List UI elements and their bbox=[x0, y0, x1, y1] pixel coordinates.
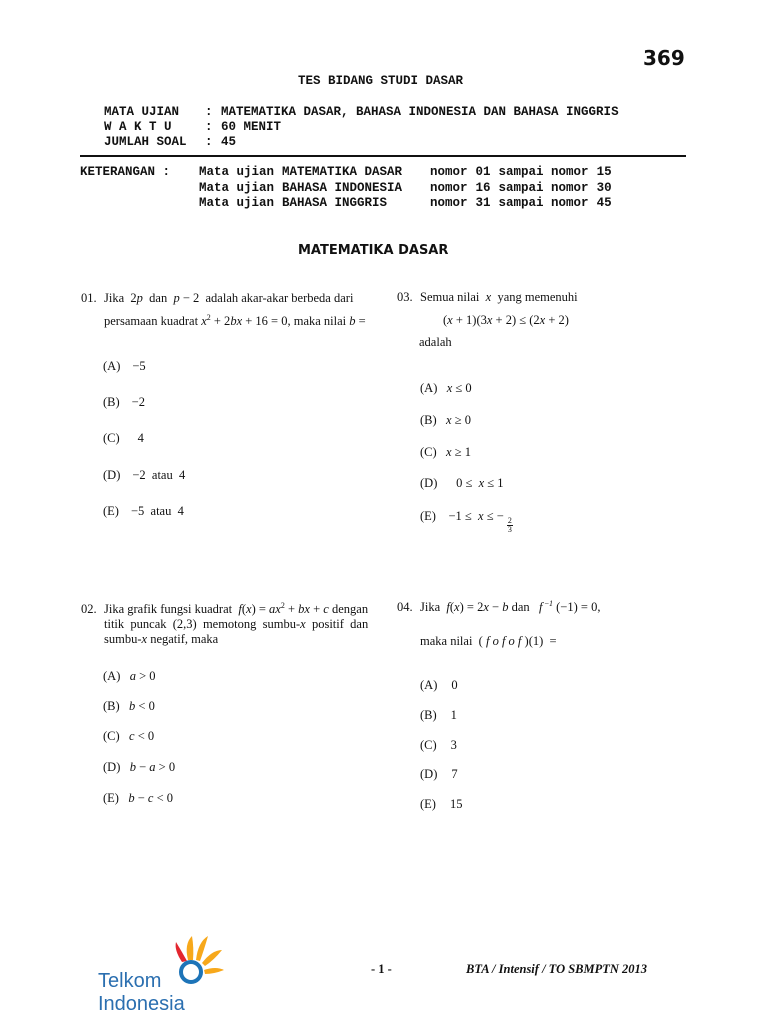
page-number: 369 bbox=[643, 46, 685, 70]
option-e[interactable]: (E) 15 bbox=[420, 797, 463, 811]
ket-nomor: nomor bbox=[430, 165, 468, 179]
ket-nomor: nomor bbox=[430, 180, 468, 195]
question-01-text-2: persamaan kuadrat $x^2 + 2bx + 16 = 0$, maka nilai b = bbox=[104, 313, 366, 328]
meta-label: JUMLAH SOAL bbox=[104, 135, 187, 149]
keterangan-row bbox=[199, 165, 620, 181]
option-a[interactable]: (A) −5 bbox=[103, 359, 146, 373]
ket-subject-label: Mata ujian bbox=[199, 196, 275, 210]
meta-colon: : bbox=[205, 135, 213, 149]
question-04-text: Jika f(x) = 2x − b dan f $^{-1}$ (−1) = 0, bbox=[420, 599, 601, 614]
question-03-inequality: (x + 1)(3x + 2) ≤ (2x + 2) bbox=[443, 313, 569, 327]
option-e[interactable]: (E) −5 atau 4 bbox=[103, 504, 184, 518]
ket-from: 31 bbox=[475, 196, 491, 210]
ket-sampai: sampai nomor bbox=[498, 165, 589, 179]
meta-value: 45 bbox=[221, 135, 237, 149]
option-d[interactable]: (D) 7 bbox=[420, 767, 458, 781]
logo-text-telkom: Telkom bbox=[98, 970, 162, 992]
meta-label: MATA UJIAN bbox=[104, 105, 180, 119]
ket-to: 15 bbox=[596, 165, 612, 179]
option-c[interactable]: (C) c < 0 bbox=[103, 729, 155, 743]
ket-subject: BAHASA INGGRIS bbox=[282, 196, 388, 210]
option-c[interactable]: (C) x ≥ 1 bbox=[420, 445, 471, 459]
option-b[interactable]: (B) x ≥ 0 bbox=[420, 413, 471, 427]
ket-subject: BAHASA INDONESIA bbox=[282, 180, 403, 195]
option-b[interactable]: (B) 1 bbox=[420, 708, 457, 722]
ket-subject-label: Mata ujian bbox=[199, 165, 275, 179]
ket-to: 30 bbox=[596, 180, 612, 195]
logo-text-indonesia: Indonesia bbox=[98, 993, 185, 1015]
option-e[interactable]: (E) b − c < 0 bbox=[103, 791, 174, 805]
question-04-text-2: maka nilai ( f o f o f )(1) = bbox=[420, 634, 557, 648]
question-number: 03. bbox=[397, 290, 413, 304]
ket-sampai: sampai nomor bbox=[498, 196, 589, 210]
question-01-text: Jika 2p dan p − 2 adalah akar-akar berbeda dari bbox=[104, 291, 354, 305]
ket-subject-label: Mata ujian bbox=[199, 180, 275, 195]
ket-subject: MATEMATIKA DASAR bbox=[282, 165, 403, 179]
question-03-adalah: adalah bbox=[419, 335, 452, 349]
question-number: 04. bbox=[397, 600, 413, 614]
footer-page-number: - 1 - bbox=[371, 962, 392, 976]
option-d[interactable]: (D) b − a > 0 bbox=[103, 760, 176, 774]
option-b[interactable]: (B) −2 bbox=[103, 395, 145, 409]
ket-to: 45 bbox=[596, 196, 612, 210]
meta-row-subject bbox=[104, 105, 623, 120]
question-number: 01. bbox=[81, 291, 97, 305]
option-d[interactable]: (D) −2 atau 4 bbox=[103, 468, 186, 482]
keterangan-row bbox=[199, 196, 620, 212]
exam-meta bbox=[104, 105, 623, 150]
keterangan-table bbox=[199, 165, 620, 212]
option-e[interactable]: (E) −1 ≤ x ≤ − $\frac{2}{3}$ bbox=[420, 509, 512, 534]
meta-colon: : bbox=[205, 120, 213, 134]
header-title: TES BIDANG STUDI DASAR bbox=[298, 74, 464, 88]
option-c[interactable]: (C) 3 bbox=[420, 738, 457, 752]
question-02-text-3: sumbu-x negatif, maka bbox=[104, 632, 219, 646]
telkom-logo bbox=[96, 930, 226, 1020]
question-04 bbox=[397, 600, 413, 615]
question-03-text: Semua nilai x yang memenuhi bbox=[420, 290, 578, 304]
meta-value: MATEMATIKA DASAR, BAHASA INDONESIA DAN BAHASA INGGRIS bbox=[221, 105, 619, 119]
question-number: 02. bbox=[81, 602, 97, 616]
keterangan-row bbox=[199, 181, 620, 197]
option-c[interactable]: (C) 4 bbox=[103, 431, 144, 445]
footer-course-label: BTA / Intensif / TO SBMPTN 2013 bbox=[466, 962, 648, 976]
ket-from: 01 bbox=[475, 165, 491, 179]
option-a[interactable]: (A) a > 0 bbox=[103, 669, 156, 683]
option-b[interactable]: (B) b < 0 bbox=[103, 699, 155, 713]
fraction-two-thirds: $\frac{2}{3}$ bbox=[507, 516, 512, 534]
logo-ring bbox=[181, 962, 201, 982]
option-d[interactable]: (D) 0 ≤ x ≤ 1 bbox=[420, 476, 504, 490]
meta-value: 60 MENIT bbox=[221, 120, 282, 134]
question-02-text-2: titik puncak (2,3) memotong sumbu-x positif dan bbox=[104, 617, 369, 631]
meta-row-count bbox=[104, 135, 623, 150]
option-a[interactable]: (A) x ≤ 0 bbox=[420, 381, 472, 395]
ket-sampai: sampai nomor bbox=[498, 180, 589, 195]
meta-row-time bbox=[104, 120, 623, 135]
keterangan-label: KETERANGAN : bbox=[80, 165, 171, 179]
option-a[interactable]: (A) 0 bbox=[420, 678, 458, 692]
question-02-text: Jika grafik fungsi kuadrat $f(x) = ax^2$ + bx + c dengan bbox=[104, 601, 369, 616]
meta-colon: : bbox=[205, 105, 213, 119]
meta-label: W A K T U bbox=[104, 120, 172, 134]
question-03 bbox=[397, 290, 413, 305]
ket-nomor: nomor bbox=[430, 196, 468, 210]
question-02 bbox=[81, 602, 97, 617]
section-title: MATEMATIKA DASAR bbox=[298, 243, 449, 258]
question-01 bbox=[81, 291, 97, 306]
header-divider bbox=[80, 155, 686, 157]
ket-from: 16 bbox=[475, 180, 491, 195]
